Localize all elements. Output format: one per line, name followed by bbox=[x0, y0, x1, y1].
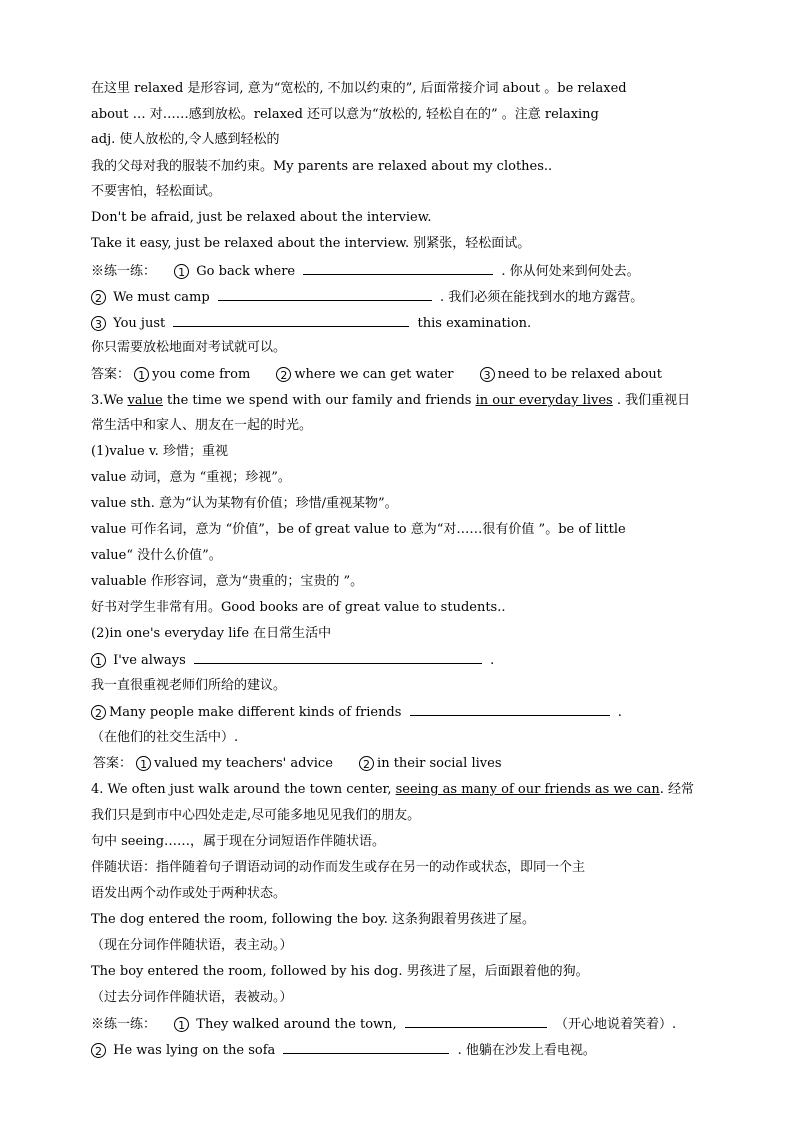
text-line: 语发出两个动作或处于两种状态。 bbox=[91, 886, 287, 901]
answer-blank[interactable] bbox=[194, 650, 482, 664]
answer-line-1 bbox=[91, 365, 711, 385]
circled-number: 1 bbox=[174, 264, 189, 279]
circled-number: 1 bbox=[91, 653, 106, 668]
answer-line-2 bbox=[93, 754, 713, 774]
answer-label: 答案： bbox=[93, 756, 133, 771]
question-text: We must camp bbox=[113, 290, 210, 305]
sentence-text: . 我们重视日 bbox=[612, 393, 691, 408]
text-line: 好书对学生非常有用。Good books are of great value to students.. bbox=[91, 600, 506, 615]
heading-number: (2) bbox=[91, 626, 110, 641]
text-line: （在他们的社交生活中）. bbox=[91, 730, 239, 745]
exercise-1-item-2 bbox=[91, 287, 711, 307]
text-line: Don't be afraid, just be relaxed about the interview. bbox=[91, 210, 432, 225]
heading-text: value v. 珍惜；重视 bbox=[109, 444, 228, 459]
question-text: I've always bbox=[113, 653, 186, 668]
text-line: adj. 使人放松的,令人感到轻松的 bbox=[91, 132, 280, 147]
sentence-text: . 经常 bbox=[659, 782, 695, 797]
answer-label: 答案： bbox=[91, 367, 131, 382]
text-line: 我们只是到市中心四处走走,尽可能多地见见我们的朋友。 bbox=[91, 808, 421, 823]
text-line: value 可作名词，意为 “价值”，be of great value to 意为“对……很有价值 ”。be of little bbox=[91, 522, 626, 537]
answer-text: valued my teachers' advice bbox=[154, 756, 333, 771]
answer-text: need to be relaxed about bbox=[497, 367, 663, 382]
text-line: 句中 seeing……，属于现在分词短语作伴随状语。 bbox=[91, 834, 386, 849]
underlined-text: seeing as many of our friends as we can bbox=[395, 782, 660, 797]
question-text: . 我们必须在能找到水的地方露营。 bbox=[439, 290, 644, 305]
underlined-text: in our everyday lives bbox=[475, 393, 613, 408]
answer-blank[interactable] bbox=[173, 313, 409, 327]
question-text: . bbox=[617, 705, 622, 720]
question-text: He was lying on the sofa bbox=[113, 1043, 276, 1058]
question-text: . 他躺在沙发上看电视。 bbox=[457, 1043, 596, 1058]
text-line: about … 对……感到放松。relaxed 还可以意为“放松的, 轻松自在的” 。注意 relaxing bbox=[91, 107, 599, 122]
text-line: 伴随状语：指伴随着句子谓语动词的动作而发生或存在另一的动作或状态，即同一个主 bbox=[91, 860, 586, 875]
text-line: 我的父母对我的服装不加约束。My parents are relaxed about my clothes.. bbox=[91, 159, 553, 174]
question-text: Many people make different kinds of friends bbox=[109, 705, 402, 720]
text-line: Take it easy, just be relaxed about the interview. 别紧张，轻松面试。 bbox=[91, 236, 531, 251]
text-line: value 动词，意为 “重视；珍视”。 bbox=[91, 470, 291, 485]
exercise-2-item-1 bbox=[91, 650, 711, 670]
heading-2 bbox=[91, 624, 711, 644]
answer-blank[interactable] bbox=[303, 261, 493, 275]
circled-number: 3 bbox=[91, 316, 106, 331]
heading-1 bbox=[91, 442, 711, 462]
circled-number: 2 bbox=[91, 705, 106, 720]
sentence-3 bbox=[91, 391, 711, 411]
question-text: （开心地说着笑着）. bbox=[554, 1017, 677, 1032]
circled-number: 2 bbox=[91, 1043, 106, 1058]
text-line: 你只需要放松地面对考试就可以。 bbox=[91, 340, 287, 355]
exercise-1-item-3 bbox=[91, 313, 711, 333]
answer-text: you come from bbox=[152, 367, 251, 382]
question-text: . bbox=[490, 653, 495, 668]
text-line: The boy entered the room, followed by his dog. 男孩进了屋，后面跟着他的狗。 bbox=[91, 964, 589, 979]
circled-number: 3 bbox=[480, 367, 495, 382]
question-text: They walked around the town, bbox=[196, 1017, 397, 1032]
text-line: 在这里 relaxed 是形容词, 意为“宽松的, 不加以约束的”, 后面常接介词 about 。be relaxed bbox=[91, 81, 627, 96]
question-text: this examination. bbox=[417, 316, 532, 331]
answer-blank[interactable] bbox=[405, 1014, 547, 1028]
answer-blank[interactable] bbox=[283, 1040, 449, 1054]
question-text: You just bbox=[113, 316, 166, 331]
text-line: valuable 作形容词，意为“贵重的；宝贵的 ”。 bbox=[91, 574, 364, 589]
answer-text: in their social lives bbox=[377, 756, 502, 771]
circled-number: 2 bbox=[276, 367, 291, 382]
text-line: value“ 没什么价值”。 bbox=[91, 548, 222, 563]
answer-blank[interactable] bbox=[410, 702, 610, 716]
heading-number: (1) bbox=[91, 444, 110, 459]
circled-number: 2 bbox=[359, 756, 374, 771]
heading-text: in one's everyday life 在日常生活中 bbox=[109, 626, 332, 641]
circled-number: 1 bbox=[136, 756, 151, 771]
sentence-text: 4. We often just walk around the town center, bbox=[91, 782, 396, 797]
exercise-1-item-1 bbox=[91, 261, 711, 281]
text-line: The dog entered the room, following the boy. 这条狗跟着男孩进了屋。 bbox=[91, 912, 536, 927]
question-text: Go back where bbox=[196, 264, 296, 279]
exercise-3-item-1 bbox=[91, 1014, 711, 1034]
text-line: （过去分词作伴随状语，表被动。） bbox=[91, 990, 293, 1005]
sentence-4 bbox=[91, 780, 711, 800]
sentence-text: 3.We bbox=[91, 393, 128, 408]
exercise-label: ※练一练： bbox=[91, 264, 157, 279]
answer-text: where we can get water bbox=[294, 367, 454, 382]
text-line: 我一直很重视老师们所给的建议。 bbox=[91, 678, 287, 693]
circled-number: 1 bbox=[134, 367, 149, 382]
exercise-3-item-2 bbox=[91, 1040, 711, 1060]
text-line: 不要害怕，轻松面试。 bbox=[91, 184, 222, 199]
sentence-text: the time we spend with our family and friends bbox=[162, 393, 476, 408]
exercise-label: ※练一练： bbox=[91, 1017, 157, 1032]
text-line: value sth. 意为“认为某物有价值；珍惜/重视某物”。 bbox=[91, 496, 398, 511]
underlined-text: value bbox=[127, 393, 163, 408]
exercise-2-item-2 bbox=[91, 702, 711, 722]
circled-number: 1 bbox=[174, 1017, 189, 1032]
text-line: （现在分词作伴随状语，表主动。） bbox=[91, 938, 293, 953]
answer-blank[interactable] bbox=[218, 287, 432, 301]
circled-number: 2 bbox=[91, 290, 106, 305]
question-text: . 你从何处来到何处去。 bbox=[501, 264, 640, 279]
text-line: 常生活中和家人、朋友在一起的时光。 bbox=[91, 418, 313, 433]
